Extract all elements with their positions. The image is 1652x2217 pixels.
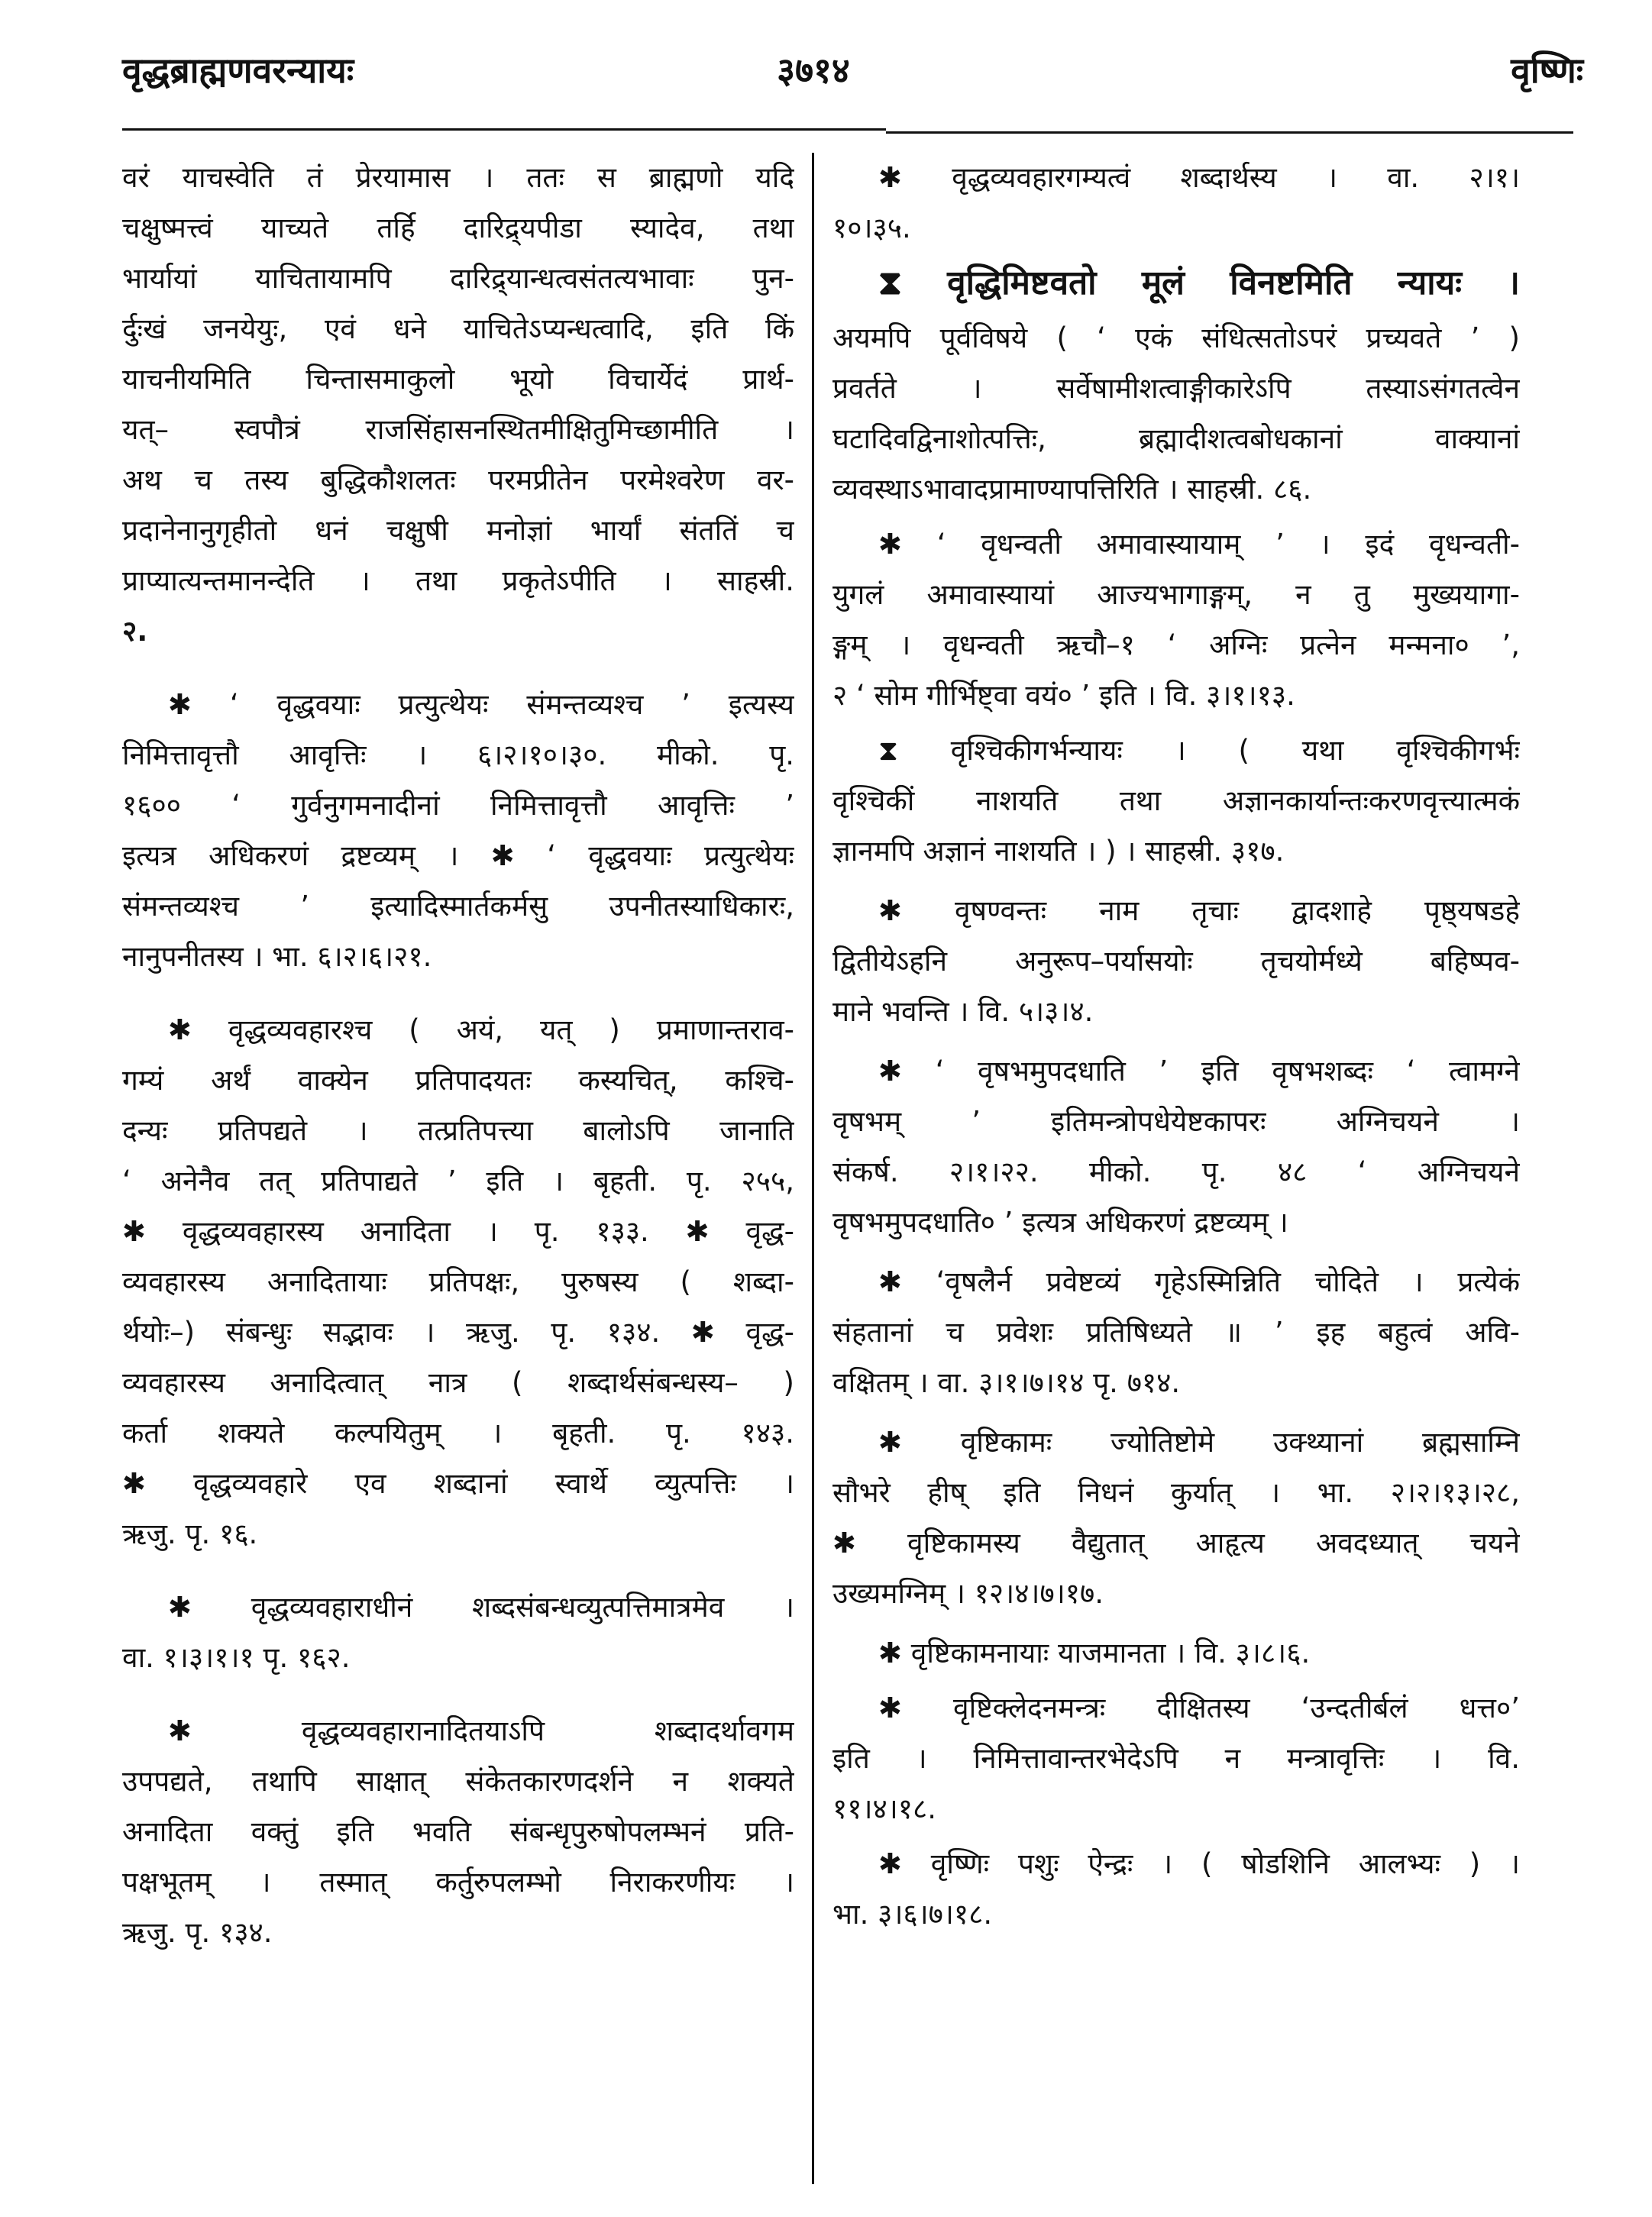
entry-line: ✱ वृष्टिकामनायाः याजमानता । वि. ३।८।६. xyxy=(878,1637,1311,1669)
text-line: उपपद्यते, तथापि साक्षात् संकेतकारणदर्शने न शक्यते xyxy=(122,1765,794,1798)
entry-line: ✱ वृष्णिः पशुः ऐन्द्रः । ( षोडशिनि आलभ्यः ) । xyxy=(878,1847,1520,1880)
text-line: भा. ३।६।७।१८. xyxy=(832,1898,993,1931)
entry-line: ✱ वृद्धव्यवहारश्च ( अयं, यत् ) प्रमाणान्तराव- xyxy=(168,1013,794,1046)
entry-line: ✱ वृद्धव्यवहाराधीनं शब्दसंबन्धव्युत्पत्तिमात्रमेव । xyxy=(168,1591,794,1624)
text-line: व्यवहारस्य अनादित्वात् नात्र ( शब्दार्थसंबन्धस्य– ) xyxy=(122,1366,794,1399)
text-line: वक्षितम् । वा. ३।१।७।१४ पृ. ७१४. xyxy=(832,1366,1181,1399)
entry-line: ✱ वृद्धव्यवहारानादितयाऽपि शब्दादर्थावगम xyxy=(168,1714,794,1747)
text-line: ✱ वृद्धव्यवहारे एव शब्दानां स्वार्थे व्युत्पत्तिः । xyxy=(122,1467,794,1500)
page-number: ३७१४ xyxy=(777,50,850,91)
text-line: व्यवस्थाऽभावादप्रामाण्यापत्तिरिति । साहस्री. ८६. xyxy=(832,473,1312,506)
text-line: ज्ञानमपि अज्ञानं नाशयति । ) । साहस्री. ३१७. xyxy=(832,835,1285,868)
nyaya-heading: ⧗ वृश्चिकीगर्भन्यायः । ( यथा वृश्चिकीगर्भः xyxy=(878,734,1520,767)
text-line: युगलं अमावास्यायां आज्यभागाङ्गम्, न तु मुख्ययागा- xyxy=(832,578,1520,611)
text-line: घटादिवद्विनाशोत्पत्तिः, ब्रह्मादीशत्वबोधकानां वाक्यानां xyxy=(832,422,1520,455)
text-line: द्वितीयेऽहनि अनुरूप–पर्यासयोः तृचयोर्मध्ये बहिष्पव- xyxy=(832,945,1520,978)
left-column xyxy=(122,153,794,2192)
running-header-right: वृष्णिः xyxy=(1511,50,1583,91)
text-line: ✱ वृद्धव्यवहारस्य अनादिता । पृ. १३३. ✱ वृद्ध- xyxy=(122,1215,794,1248)
entry-line: ✱ वृषण्वन्तः नाम तृचाः द्वादशाहे पृष्ठ्यषडहे xyxy=(878,894,1520,927)
text-line: याचनीयमिति चिन्तासमाकुलो भूयो विचार्येदं प्रार्थ- xyxy=(122,363,794,396)
text-line: ऋजु. पृ. १६. xyxy=(122,1517,258,1550)
text-line: अथ च तस्य बुद्धिकौशलतः परमप्रीतेन परमेश्वरेण वर- xyxy=(122,464,794,496)
text-line: ऋजु. पृ. १३४. xyxy=(122,1916,273,1949)
text-line: वृश्चिकीं नाशयति तथा अज्ञानकार्यान्तःकरणवृत्त्यात्मकं xyxy=(832,784,1520,817)
text-line: सौभरे हीष् इति निधनं कुर्यात् । भा. २।२।१३।२८, xyxy=(832,1476,1520,1509)
text-line: व्यवहारस्य अनादितायाः प्रतिपक्षः, पुरुषस्य ( शब्दा- xyxy=(122,1265,794,1298)
text-line: कर्ता शक्यते कल्पयितुम् । बृहती. पृ. १४३. xyxy=(122,1417,794,1449)
text-line: २ ‘ सोम गीर्भिष्ट्वा वयं० ’ इति । वि. ३।१।१३. xyxy=(832,679,1295,712)
text-line: १०।३५. xyxy=(832,212,911,244)
entry-line: ✱ ‘ वृषभमुपदधाति ’ इति वृषभशब्दः ‘ त्वामग्ने xyxy=(878,1055,1520,1087)
text-line: संमन्तव्यश्च ’ इत्यादिस्मार्तकर्मसु उपनीतस्याधिकारः, xyxy=(122,890,794,923)
text-line: दन्यः प्रतिपद्यते । तत्प्रतिपत्त्या बालोऽपि जानाति xyxy=(122,1114,794,1147)
column-divider xyxy=(812,153,814,2184)
text-line: इति । निमित्तावान्तरभेदेऽपि न मन्त्रावृत्तिः । वि. xyxy=(832,1742,1520,1775)
text-line: संकर्ष. २।१।२२. मीको. पृ. ४८ ‘ अग्निचयने xyxy=(832,1155,1520,1188)
text-line: वृषभमुपदधाति० ’ इत्यत्र अधिकरणं द्रष्टव्यम् । xyxy=(832,1206,1288,1239)
text-line: र्दुःखं जनयेयुः, एवं धने याचितेऽप्यन्धत्वादि, इति किं xyxy=(122,312,794,345)
text-line: वृषभम् ’ इतिमन्त्रोपधेयेष्टकापरः अग्निचयने । xyxy=(832,1105,1520,1138)
text-line: इत्यत्र अधिकरणं द्रष्टव्यम् । ✱ ‘ वृद्धवयाः प्रत्युत्थेयः xyxy=(122,839,794,872)
entry-line: ✱ वृष्टिक्लेदनमन्त्रः दीक्षितस्य ‘उन्दतीर्बलं धत्त०’ xyxy=(878,1692,1520,1724)
text-line: वरं याचस्वेति तं प्रेरयामास । ततः स ब्राह्मणो यदि xyxy=(122,161,794,194)
text-line: नानुपनीतस्य । भा. ६।२।६।२१. xyxy=(122,940,432,973)
text-line: प्राप्यात्यन्तमानन्देति । तथा प्रकृतेऽपीति । साहस्री. xyxy=(122,564,794,597)
text-line: २. xyxy=(122,615,148,648)
text-line: ✱ वृष्टिकामस्य वैद्युतात् आहृत्य अवदध्यात् चयने xyxy=(832,1527,1520,1559)
text-line: ११।४।१८. xyxy=(832,1792,937,1825)
text-line: अयमपि पूर्वविषये ( ‘ एकं संधित्सतोऽपरं प्रच्यवते ’ ) xyxy=(832,322,1520,354)
entry-line: ✱ ‘ वृद्धवयाः प्रत्युत्थेयः संमन्तव्यश्च ’ इत्यस्य xyxy=(168,688,794,721)
header-rule-right xyxy=(886,131,1573,134)
running-header-left: वृद्धब्राह्मणवरन्यायः xyxy=(122,50,354,91)
right-column xyxy=(832,153,1520,2192)
text-line: गम्यं अर्थं वाक्येन प्रतिपादयतः कस्यचित्, कश्चि- xyxy=(122,1064,794,1097)
entry-line: ✱ वृष्टिकामः ज्योतिष्टोमे उक्थ्यानां ब्रह्मसाम्नि xyxy=(878,1426,1520,1459)
text-line: उख्यमग्निम् । १२।४।७।१७. xyxy=(832,1577,1104,1610)
text-line: ‘ अनेनैव तत् प्रतिपाद्यते ’ इति । बृहती. पृ. २५५, xyxy=(122,1165,794,1197)
text-line: १६०० ‘ गुर्वनुगमनादीनां निमित्तावृत्तौ आवृत्तिः ’ xyxy=(122,789,794,822)
text-line: ङ्गम् । वृधन्वती ऋचौ–१ ‘ अग्निः प्रत्नेन मन्मना० ’, xyxy=(832,629,1520,661)
text-line: वा. १।३।१।१ पृ. १६२. xyxy=(122,1641,351,1674)
text-line: यत्– स्वपौत्रं राजसिंहासनस्थितमीक्षितुमिच्छामीति । xyxy=(122,413,794,446)
entry-line: ✱ वृद्धव्यवहारगम्यत्वं शब्दार्थस्य । वा. २।१। xyxy=(878,161,1520,194)
nyaya-heading: ⧗ वृद्धिमिष्टवतो मूलं विनष्टमिति न्यायः । xyxy=(878,263,1520,302)
text-line: पक्षभूतम् । तस्मात् कर्तुरुपलम्भो निराकरणीयः । xyxy=(122,1866,794,1899)
text-line: भार्यायां याचितायामपि दारिद्र्यान्धत्वसंतत्यभावाः पुन- xyxy=(122,262,794,295)
text-line: चक्षुष्मत्त्वं याच्यते तर्हि दारिद्र्यपीडा स्यादेव, तथा xyxy=(122,212,794,244)
text-line: अनादिता वक्तुं इति भवति संबन्धृपुरुषोपलम्भनं प्रति- xyxy=(122,1815,794,1848)
text-line: प्रवर्तते । सर्वेषामीशत्वाङ्गीकारेऽपि तस्याऽसंगतत्वेन xyxy=(832,372,1520,405)
text-line: माने भवन्ति । वि. ५।३।४. xyxy=(832,995,1094,1028)
text-line: प्रदानेनानुगृहीतो धनं चक्षुषी मनोज्ञां भार्यां संततिं च xyxy=(122,514,794,547)
text-line: र्थयोः–) संबन्धुः सद्भावः । ऋजु. पृ. १३४. ✱ वृद्ध- xyxy=(122,1316,794,1349)
text-line: संहतानां च प्रवेशः प्रतिषिध्यते ॥ ’ इह बहुत्वं अवि- xyxy=(832,1316,1520,1349)
header-rule-left xyxy=(122,128,886,131)
text-line: निमित्तावृत्तौ आवृत्तिः । ६।२।१०।३०. मीको. पृ. xyxy=(122,738,794,771)
entry-line: ✱ ‘ वृधन्वती अमावास्यायाम् ’ । इदं वृधन्वती- xyxy=(878,528,1520,561)
entry-line: ✱ ‘वृषलैर्न प्रवेष्टव्यं गृहेऽस्मिन्निति चोदिते । प्रत्येकं xyxy=(878,1265,1520,1298)
